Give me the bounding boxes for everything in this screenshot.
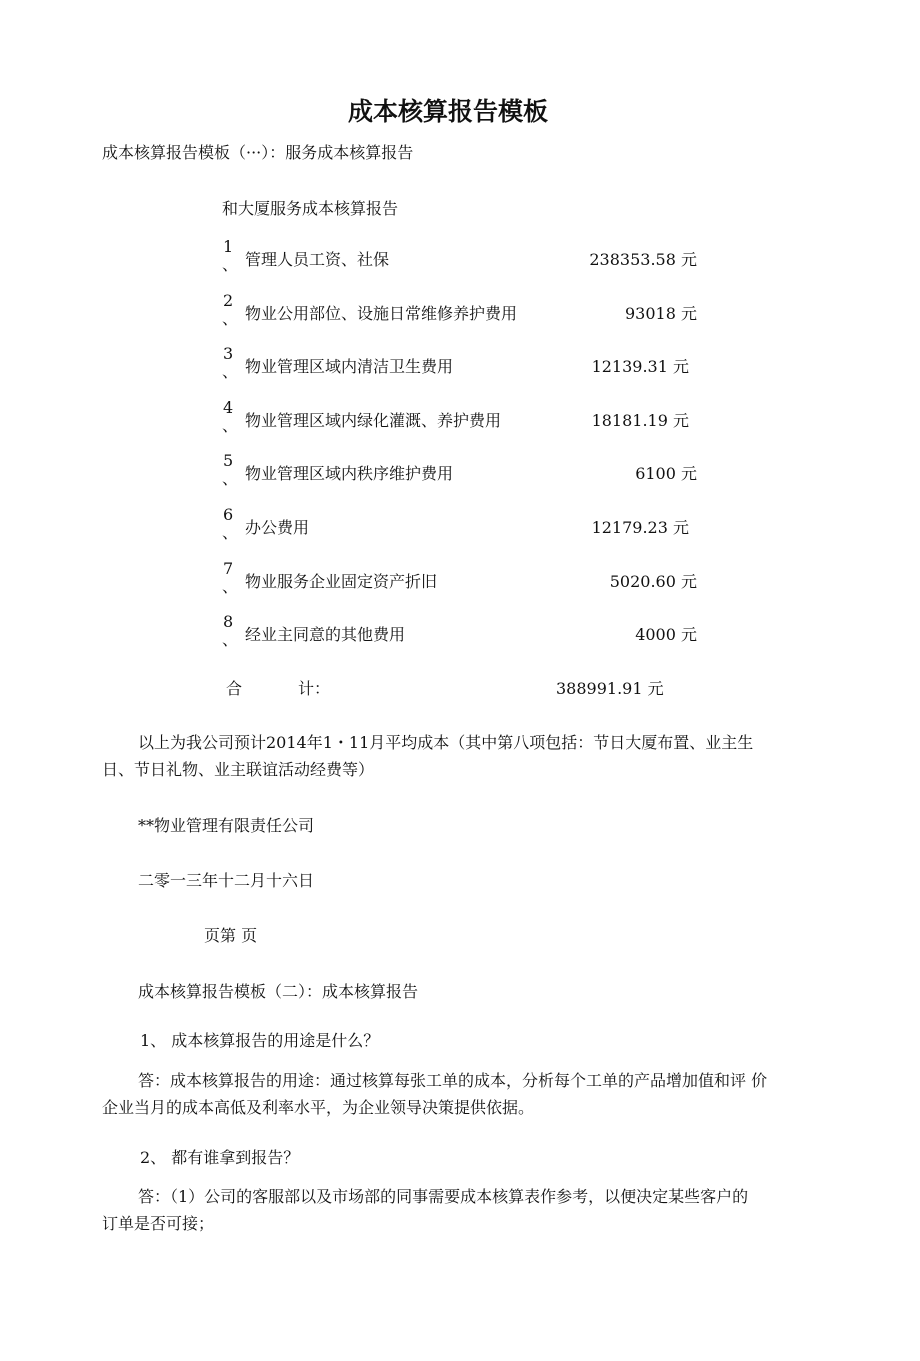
item-amount: 18181.19 元 [591, 410, 689, 430]
item-number: 1 [223, 237, 234, 256]
total-label-char2: 计： [298, 679, 331, 698]
item-label: 经业主同意的其他费用 [245, 625, 406, 645]
page-number-label: 页第 页 [204, 926, 258, 945]
item-number-separator: 、 [222, 415, 239, 435]
table-title: 和大厦服务成本核算报告 [222, 199, 399, 218]
question-1: 1、 成本核算报告的用途是什么？ [140, 1031, 380, 1050]
item-number-separator: 、 [222, 308, 239, 328]
item-amount: 6100 元 [635, 464, 697, 484]
item-number-separator: 、 [222, 255, 239, 274]
item-number-separator: 、 [222, 630, 239, 650]
item-number: 6 [223, 505, 234, 524]
item-label: 物业管理区域内清洁卫生费用 [245, 357, 454, 377]
answer-2-line-1: 答：（1）公司的客服部以及市场部的同事需要成本核算表作参考，以便决定某些客户的 [138, 1187, 749, 1206]
answer-2-line-2: 订单是否可接； [102, 1214, 215, 1233]
note-line-1: 以上为我公司预计2014年1・11月平均成本（其中第八项包括：节日大厦布置、业主生 [138, 733, 754, 752]
note-line-2: 日、节日礼物、业主联谊活动经费等） [102, 760, 375, 779]
item-amount: 5020.60 元 [609, 571, 697, 591]
item-amount: 238353.58 元 [589, 250, 697, 269]
question-2: 2、 都有谁拿到报告？ [140, 1148, 300, 1167]
item-number-separator: 、 [222, 362, 239, 382]
item-number: 5 [223, 451, 234, 471]
item-label: 物业管理区域内绿化灌溉、养护费用 [245, 410, 502, 430]
answer-1-line-1: 答：成本核算报告的用途：通过核算每张工单的成本，分析每个工单的产品增加值和评 价 [138, 1071, 768, 1090]
item-amount: 4000 元 [635, 625, 697, 645]
item-label: 办公费用 [245, 518, 310, 537]
total-amount: 388991.91 元 [556, 679, 664, 698]
item-amount: 12139.31 元 [591, 357, 689, 377]
section2-heading: 成本核算报告模板（二）：成本核算报告 [138, 982, 419, 1001]
item-number: 4 [223, 397, 234, 417]
company-name: **物业管理有限责任公司 [138, 816, 315, 835]
item-number-separator: 、 [222, 469, 239, 489]
item-label: 物业管理区域内秩序维护费用 [245, 464, 454, 484]
page-title: 成本核算报告模板 [348, 97, 549, 126]
item-number-separator: 、 [222, 523, 239, 542]
item-label: 物业服务企业固定资产折旧 [245, 571, 438, 591]
item-number-separator: 、 [222, 576, 239, 596]
answer-1-line-2: 企业当月的成本高低及利率水平，为企业领导决策提供依据。 [102, 1098, 535, 1117]
item-label: 物业公用部位、设施日常维修养护费用 [245, 303, 518, 323]
item-number: 2 [223, 290, 234, 310]
item-amount: 93018 元 [625, 303, 697, 323]
section1-heading: 成本核算报告模板（···）：服务成本核算报告 [102, 143, 414, 162]
item-number: 3 [223, 344, 234, 364]
item-amount: 12179.23 元 [591, 518, 689, 537]
item-number: 8 [223, 612, 234, 632]
item-number: 7 [223, 558, 234, 578]
item-label: 管理人员工资、社保 [245, 250, 390, 269]
document-date: 二零一三年十二月十六日 [138, 871, 315, 890]
total-label-char1: 合 [226, 679, 243, 698]
